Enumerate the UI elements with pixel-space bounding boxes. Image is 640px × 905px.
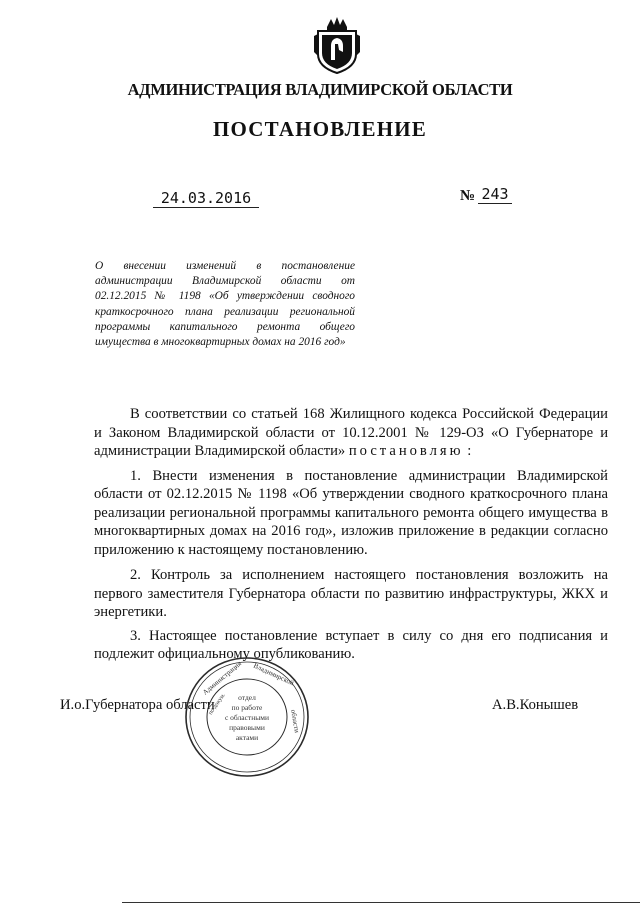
document-number: 243 — [478, 185, 512, 204]
item-3-paragraph: 3. Настоящее постановление вступает в силу со дня его подписания и подлежит официальному опубликованию. — [94, 627, 608, 662]
official-stamp — [183, 655, 311, 780]
svg-text:области: области — [289, 708, 301, 734]
bottom-rule — [122, 902, 640, 903]
svg-text:с областными: с областными — [224, 713, 270, 722]
document-type: ПОСТАНОВЛЕНИЕ — [212, 117, 428, 141]
item-1-paragraph: 1. Внести изменения в постановление администрации Владимирской области от 02.12.2015 № 1198 «Об утверждении сводного краткосрочного плана реализации региональной программы капитального ремонта общего имущества в многоквартирных домах на 2016 год», изложив приложение в редакции согласно приложению к настоящему постановлению. — [94, 467, 608, 558]
organization-name: АДМИНИСТРАЦИЯ ВЛАДИМИРСКОЙ ОБЛАСТИ — [127, 80, 513, 99]
svg-text:отдел: отдел — [238, 693, 256, 702]
preamble-text: В соответствии со статьей 168 Жилищного кодекса Российской Федерации и Законом Владимирской области от 10.12.2001 № 129-ОЗ «О Губернаторе и администрации Владимирской области» — [94, 406, 608, 459]
item-2-paragraph: 2. Контроль за исполнением настоящего постановления возложить на первого заместителя Губернатора области по развитию инфраструктуры, ЖКХ и энергетики. — [94, 567, 608, 620]
signatory-name: А.В.Конышев — [492, 697, 579, 713]
svg-text:по работе: по работе — [231, 703, 263, 712]
resolve-word: постановляю — [348, 443, 464, 459]
document-body — [94, 405, 608, 664]
svg-text:Администрация: Администрация — [201, 659, 243, 697]
document-date: 24.03.2016 — [153, 189, 259, 208]
signatory-position: И.о.Губернатора области — [60, 697, 215, 713]
coat-of-arms-icon — [312, 16, 362, 74]
svg-text:по докум.: по докум. — [207, 692, 227, 717]
document-subject: О внесении изменений в постановление администрации Владимирской области от 02.12.2015 № 1198 «Об утверждении сводного краткосрочного плана реализации региональной программы капитального ремонта общего имущества в многоквартирных домах на 2016 год» — [95, 260, 355, 349]
number-label: № — [460, 188, 476, 204]
preamble-paragraph — [94, 405, 608, 461]
svg-text:актами: актами — [235, 733, 259, 742]
svg-text:Владимирской: Владимирской — [252, 661, 296, 688]
preamble-colon: : — [467, 443, 472, 459]
svg-text:правовыми: правовыми — [229, 723, 265, 732]
